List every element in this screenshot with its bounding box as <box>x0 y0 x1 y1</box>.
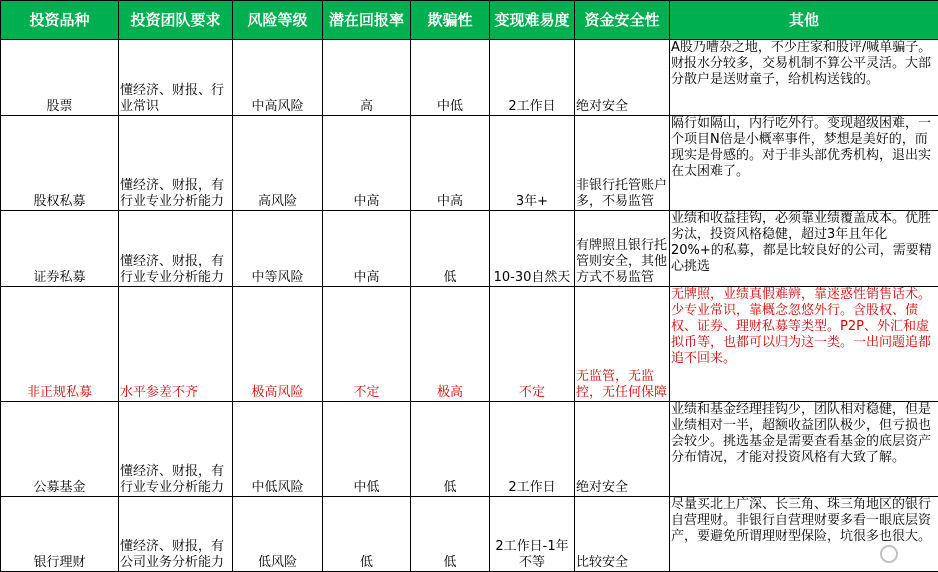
team-requirement: 懂经济、财报，有行业专业分析能力 <box>119 211 233 287</box>
liquidity: 不定 <box>490 287 575 402</box>
deceptiveness: 极高 <box>411 287 490 402</box>
potential-return: 中高 <box>323 211 411 287</box>
header-cell: 潜在回报率 <box>323 1 411 40</box>
fund-safety: 比较安全 <box>575 497 670 572</box>
deceptiveness: 低 <box>411 497 490 572</box>
deceptiveness: 低 <box>411 402 490 497</box>
product-name: 非正规私募 <box>1 287 119 402</box>
product-name: 股票 <box>1 40 119 116</box>
watermark-logo-icon <box>880 545 898 563</box>
other-notes: A股乃嘈杂之地，不少庄家和股评/喊单骗子。财报水分较多，交易机制不算公平灵活。大部分散户是送财童子，给机构送钱的。 <box>670 40 938 116</box>
risk-level: 低风险 <box>233 497 323 572</box>
deceptiveness: 低 <box>411 211 490 287</box>
product-name: 证券私募 <box>1 211 119 287</box>
risk-level: 极高风险 <box>233 287 323 402</box>
other-notes: 隔行如隔山，内行吃外行。变现超级困难，一个项目N倍是小概率事件，梦想是美好的，而现实是骨感的。对于非头部优秀机构，退出实在太困难了。 <box>670 116 938 211</box>
deceptiveness: 中高 <box>411 116 490 211</box>
header-cell: 投资品种 <box>1 1 119 40</box>
header-cell: 欺骗性 <box>411 1 490 40</box>
liquidity: 10-30自然天 <box>490 211 575 287</box>
team-requirement: 懂经济、财报，有公司业务分析能力 <box>119 497 233 572</box>
team-requirement: 懂经济、财报、行业常识 <box>119 40 233 116</box>
header-cell: 变现难易度 <box>490 1 575 40</box>
table-row <box>1 402 938 497</box>
header-row <box>1 1 938 40</box>
product-name: 公募基金 <box>1 402 119 497</box>
table-row <box>1 116 938 211</box>
team-requirement: 懂经济、财报，有行业专业分析能力 <box>119 402 233 497</box>
liquidity: 2工作日 <box>490 402 575 497</box>
header-cell: 其他 <box>670 1 938 40</box>
liquidity: 2工作日-1年不等 <box>490 497 575 572</box>
watermark <box>880 545 898 563</box>
potential-return: 高 <box>323 40 411 116</box>
deceptiveness: 中低 <box>411 40 490 116</box>
team-requirement: 水平参差不齐 <box>119 287 233 402</box>
other-notes: 业绩和基金经理挂钩少，团队相对稳健，但是业绩相对一半，超额收益团队极少，但亏损也会较少。挑选基金是需要查看基金的底层资产分布情况，才能对投资风格有大致了解。 <box>670 402 938 497</box>
table-row <box>1 40 938 116</box>
potential-return: 不定 <box>323 287 411 402</box>
liquidity: 3年+ <box>490 116 575 211</box>
risk-level: 中等风险 <box>233 211 323 287</box>
potential-return: 低 <box>323 497 411 572</box>
other-notes: 无牌照，业绩真假难辨，靠迷惑性销售话术。少专业常识，靠概念忽悠外行。含股权、债权、证券、理财私募等类型。P2P、外汇和虚拟币等，也都可以归为这一类。一出问题追都追不回来。 <box>670 287 938 402</box>
risk-level: 高风险 <box>233 116 323 211</box>
team-requirement: 懂经济、财报，有行业专业分析能力 <box>119 116 233 211</box>
fund-safety: 有牌照且银行托管则安全，其他方式不易监管 <box>575 211 670 287</box>
header-cell: 风险等级 <box>233 1 323 40</box>
header-cell: 投资团队要求 <box>119 1 233 40</box>
fund-safety: 无监管，无监控，无任何保障 <box>575 287 670 402</box>
table-row <box>1 211 938 287</box>
table-row <box>1 287 938 402</box>
fund-safety: 绝对安全 <box>575 40 670 116</box>
fund-safety: 非银行托管账户多，不易监管 <box>575 116 670 211</box>
risk-level: 中低风险 <box>233 402 323 497</box>
risk-level: 中高风险 <box>233 40 323 116</box>
potential-return: 中高 <box>323 116 411 211</box>
header-cell: 资金安全性 <box>575 1 670 40</box>
product-name: 股权私募 <box>1 116 119 211</box>
other-notes: 业绩和收益挂钩，必须靠业绩覆盖成本。优胜劣汰，投资风格稳健，超过3年且年化20%+的私募，都是比较良好的公司，需要精心挑选 <box>670 211 938 287</box>
liquidity: 2工作日 <box>490 40 575 116</box>
product-name: 银行理财 <box>1 497 119 572</box>
fund-safety: 绝对安全 <box>575 402 670 497</box>
potential-return: 中低 <box>323 402 411 497</box>
table-row <box>1 497 938 572</box>
other-notes: 尽量买北上广深、长三角、珠三角地区的银行自营理财。非银行自营理财要多看一眼底层资产，要避免所谓理财型保险，坑很多也很大。 <box>670 497 938 572</box>
